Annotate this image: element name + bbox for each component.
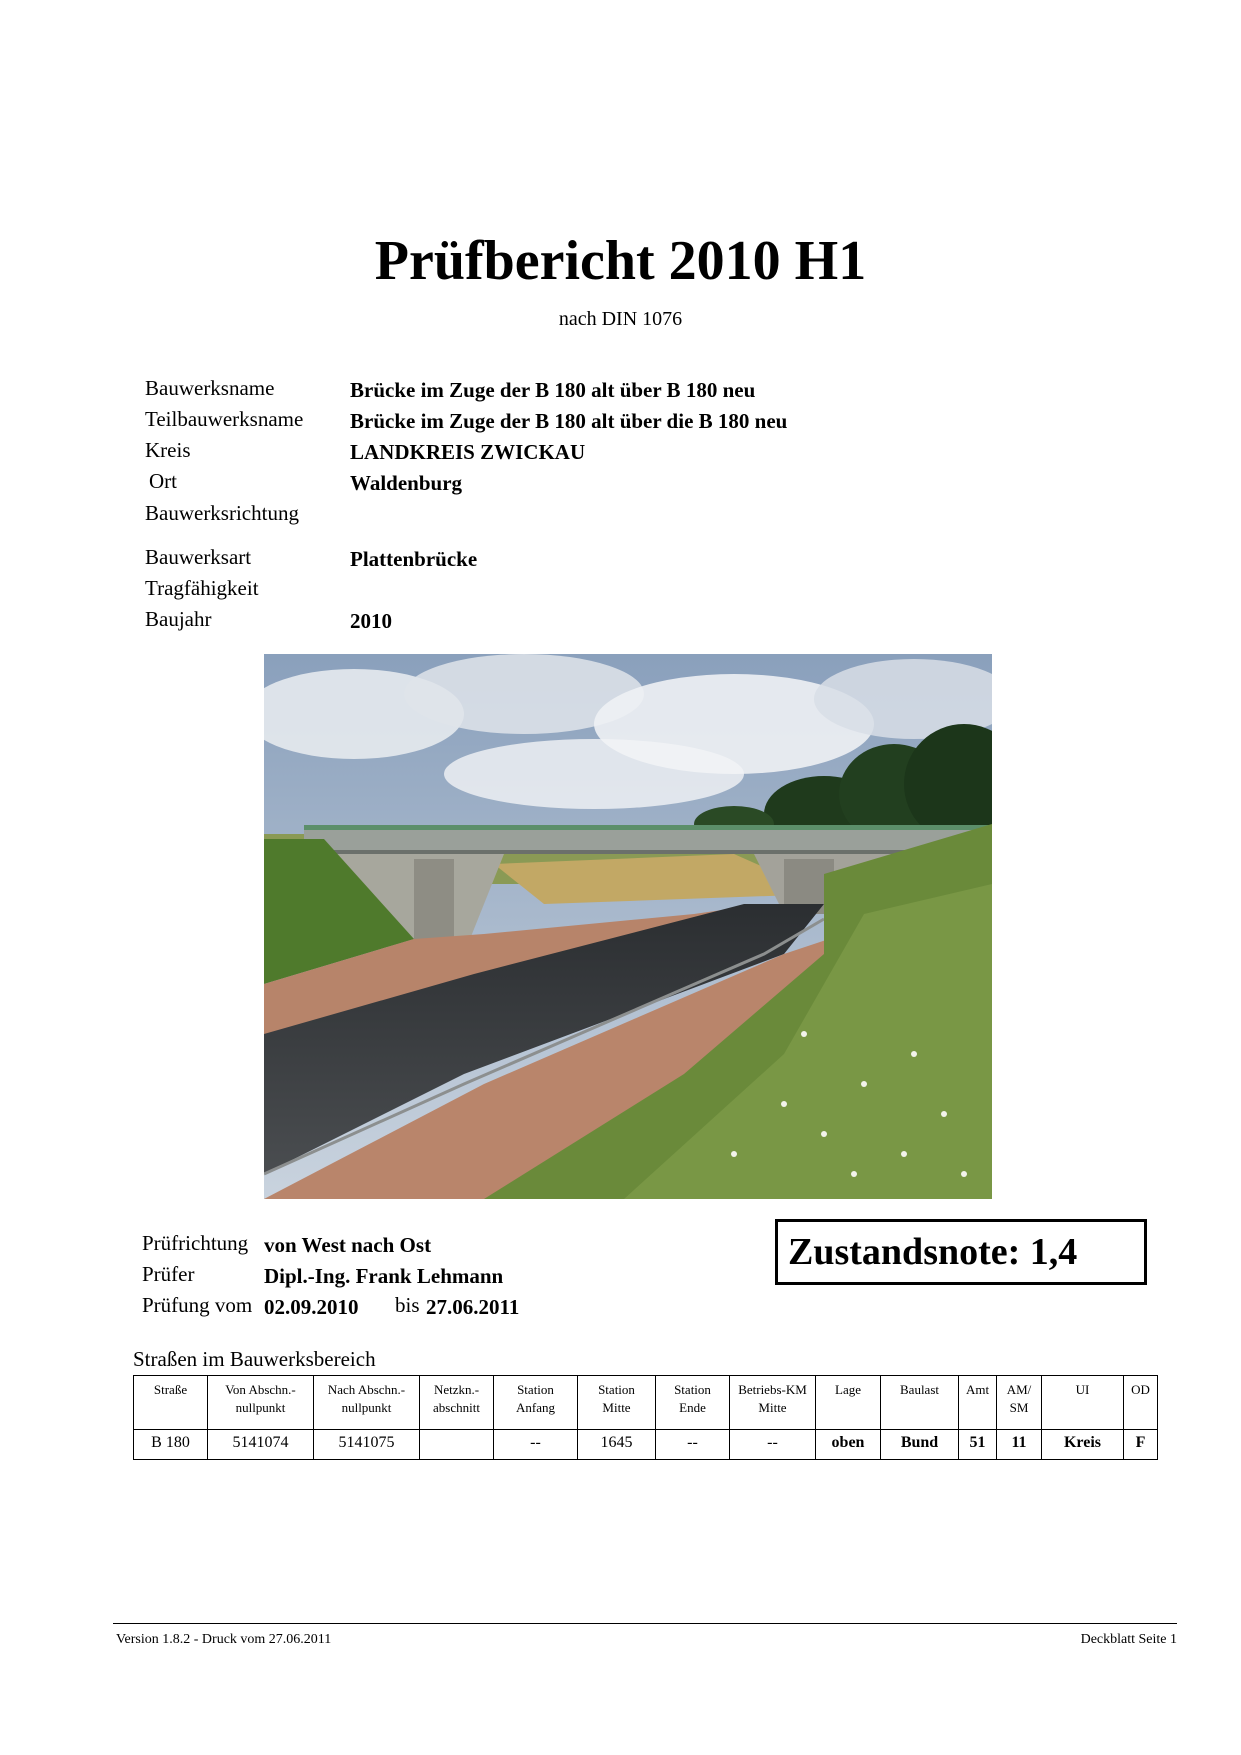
col-header-station-anfang: Station Anfang	[494, 1376, 578, 1430]
cell-lage: oben	[816, 1430, 881, 1460]
col-header-station-ende: Station Ende	[656, 1376, 730, 1430]
cell-betriebs-km: --	[730, 1430, 816, 1460]
roads-section-title: Straßen im Bauwerksbereich	[133, 1347, 376, 1371]
table-row	[134, 1430, 1158, 1460]
col-header-nach: Nach Abschn.- nullpunkt	[314, 1376, 420, 1430]
field-label-baujahr: Baujahr	[145, 607, 212, 631]
field-value-kreis: LANDKREIS ZWICKAU	[350, 440, 586, 464]
cell-ui: Kreis	[1042, 1430, 1124, 1460]
col-header-station-mitte: Station Mitte	[578, 1376, 656, 1430]
inspection-direction-label: Prüfrichtung	[142, 1231, 249, 1255]
col-header-ui: UI	[1042, 1376, 1124, 1430]
report-subtitle: nach DIN 1076	[558, 308, 683, 330]
inspection-date-to-label: bis	[395, 1293, 420, 1317]
field-label-tragfaehigkeit: Tragfähigkeit	[145, 576, 259, 600]
col-header-od: OD	[1124, 1376, 1158, 1430]
field-label-bauwerksname: Bauwerksname	[145, 376, 275, 400]
roads-table	[133, 1375, 1158, 1460]
footer-version: Version 1.8.2 - Druck vom 27.06.2011	[116, 1632, 332, 1647]
table-header-row	[134, 1376, 1158, 1430]
inspection-date-label: Prüfung vom	[142, 1293, 253, 1317]
cell-strasse: B 180	[134, 1430, 208, 1460]
report-title: Prüfbericht 2010 H1	[374, 230, 867, 292]
cell-baulast: Bund	[881, 1430, 959, 1460]
field-label-bauwerksart: Bauwerksart	[145, 545, 252, 569]
field-value-bauwerksart: Plattenbrücke	[350, 547, 478, 571]
cell-amt: 51	[959, 1430, 997, 1460]
cell-nach: 5141075	[314, 1430, 420, 1460]
col-header-betriebs-km: Betriebs-KM Mitte	[730, 1376, 816, 1430]
col-header-lage: Lage	[816, 1376, 881, 1430]
cell-netzkn	[420, 1430, 494, 1460]
footer-divider	[113, 1623, 1177, 1624]
inspection-date-from: 02.09.2010	[264, 1295, 359, 1319]
col-header-am-sm: AM/ SM	[997, 1376, 1042, 1430]
col-header-strasse: Straße	[134, 1376, 208, 1430]
field-label-ort: Ort	[149, 469, 177, 493]
col-header-netzkn: Netzkn.- abschnitt	[420, 1376, 494, 1430]
inspection-date-to: 27.06.2011	[426, 1295, 520, 1319]
condition-grade-box: Zustandsnote: 1,4	[775, 1219, 1147, 1285]
footer-page: Deckblatt Seite 1	[1080, 1632, 1177, 1647]
col-header-baulast: Baulast	[881, 1376, 959, 1430]
inspection-direction-value: von West nach Ost	[264, 1233, 432, 1257]
col-header-von: Von Abschn.- nullpunkt	[208, 1376, 314, 1430]
field-value-baujahr: 2010	[350, 609, 392, 633]
bridge-photo	[264, 654, 992, 1199]
cell-station-mitte: 1645	[578, 1430, 656, 1460]
field-value-ort: Waldenburg	[350, 471, 463, 495]
inspector-label: Prüfer	[142, 1262, 195, 1286]
cell-station-anfang: --	[494, 1430, 578, 1460]
cell-am-sm: 11	[997, 1430, 1042, 1460]
field-value-teilbauwerksname: Brücke im Zuge der B 180 alt über die B 180 neu	[350, 409, 788, 433]
cell-von: 5141074	[208, 1430, 314, 1460]
field-label-kreis: Kreis	[145, 438, 191, 462]
field-label-teilbauwerksname: Teilbauwerksname	[145, 407, 304, 431]
col-header-amt: Amt	[959, 1376, 997, 1430]
field-label-bauwerksrichtung: Bauwerksrichtung	[145, 501, 299, 525]
cell-station-ende: --	[656, 1430, 730, 1460]
inspector-value: Dipl.-Ing. Frank Lehmann	[264, 1264, 504, 1288]
field-value-bauwerksname: Brücke im Zuge der B 180 alt über B 180 neu	[350, 378, 756, 402]
cell-od: F	[1124, 1430, 1158, 1460]
